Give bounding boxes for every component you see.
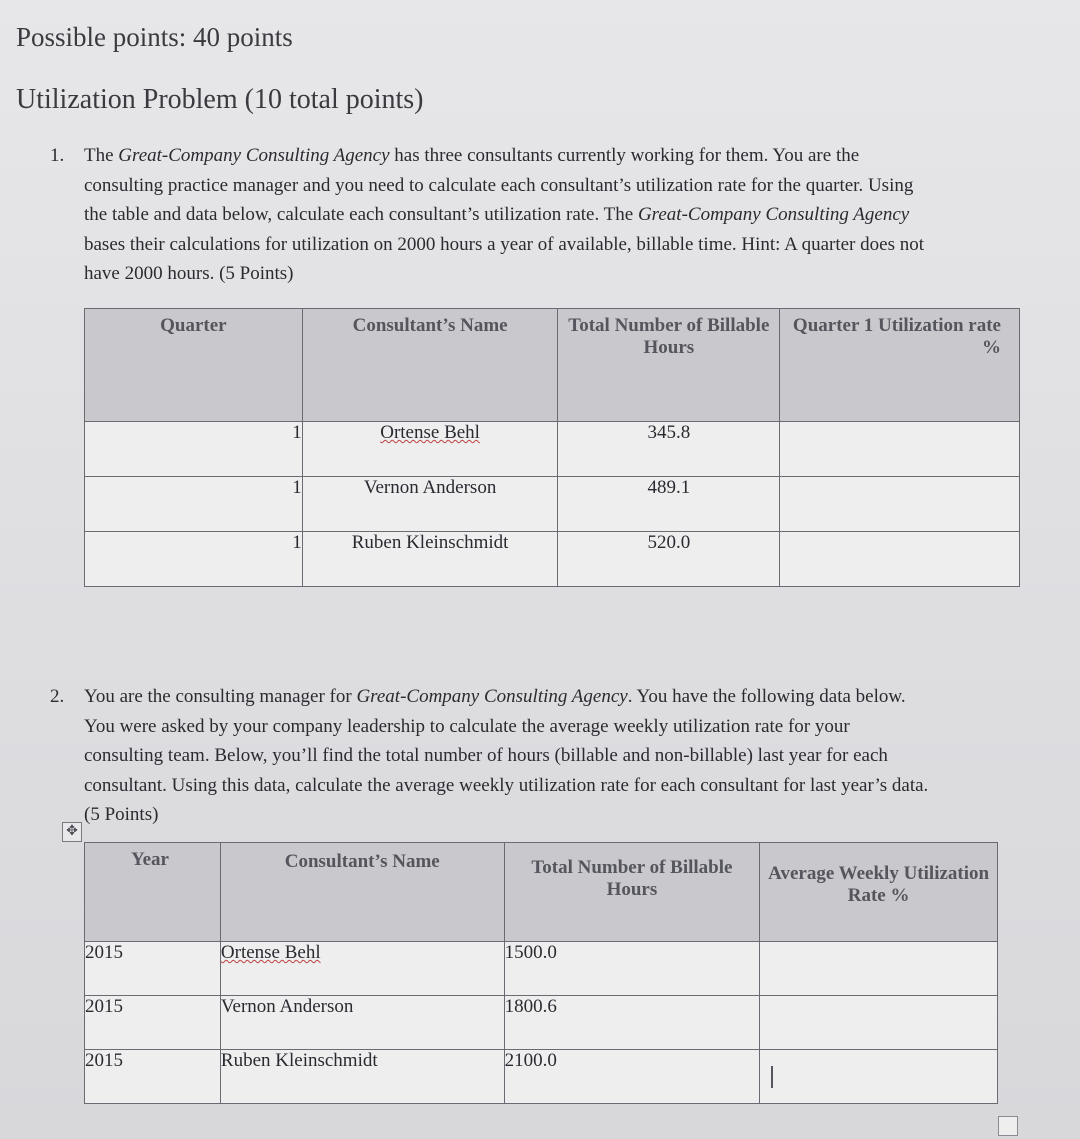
cell-utilization-rate[interactable] [760,1050,998,1104]
cell-billable-hours[interactable]: 520.0 [558,532,780,587]
weekly-utilization-table[interactable] [84,842,998,1104]
consultant-name-text: Ortense Behl [380,422,480,443]
cell-consultant-name[interactable] [220,942,504,996]
cell-consultant-name[interactable] [302,422,558,477]
header-consultant-name: Consultant’s Name [302,309,558,422]
cell-year[interactable]: 2015 [85,1050,221,1104]
question-2-text[interactable] [84,682,930,830]
cell-year[interactable]: 2015 [85,942,221,996]
cell-billable-hours[interactable]: 345.8 [558,422,780,477]
question-2-company: Great-Company Consulting Agency [356,686,628,707]
question-1-company-2: Great-Company Consulting Agency [637,204,910,225]
cell-quarter[interactable]: 1 [85,422,303,477]
header-billable-hours: Total Number of Billable Hours [504,843,760,942]
cell-billable-hours[interactable]: 2100.0 [504,1050,760,1104]
table-row [85,422,1020,477]
table-resize-handle[interactable] [998,1116,1018,1136]
cell-year[interactable]: 2015 [85,996,221,1050]
cell-billable-hours[interactable]: 1800.6 [504,996,760,1050]
table-header-row [85,843,998,942]
text-cursor [771,1066,773,1088]
cell-utilization-rate[interactable] [760,996,998,1050]
cell-consultant-name[interactable]: Ruben Kleinschmidt [220,1050,504,1104]
possible-points: Possible points: 40 points [16,22,293,52]
cell-quarter[interactable]: 1 [85,532,303,587]
question-2-text-a: You are the consulting manager for [84,686,357,707]
header-weekly-utilization-rate: Average Weekly Utilization Rate % [760,843,998,942]
cell-utilization-rate[interactable] [780,422,1020,477]
cell-utilization-rate[interactable] [780,477,1020,532]
question-2-number: 2. [50,686,65,707]
question-1-text-a: The [84,145,119,166]
quarter-utilization-table[interactable] [84,308,1020,587]
question-1-text[interactable] [84,141,930,289]
cell-consultant-name[interactable]: Vernon Anderson [220,996,504,1050]
table-row [85,996,998,1050]
cell-consultant-name[interactable]: Vernon Anderson [302,477,558,532]
cell-consultant-name[interactable]: Ruben Kleinschmidt [302,532,558,587]
question-1-text-b: has three consultants currently working for them. You are the consulting practice manager and you need to calculate each consultant’s utilization rate for the quarter. Using the table and data below, calculate each consultant’s utilization rate. The [84,145,914,225]
table-header-row [85,309,1020,422]
consultant-name-text: Ortense Behl [220,942,321,963]
question-2 [50,682,930,830]
question-1-number: 1. [50,145,65,166]
cell-billable-hours[interactable]: 489.1 [558,477,780,532]
table-row [85,532,1020,587]
header-quarter-utilization-rate: Quarter 1 Utilization rate % [780,309,1020,422]
table-row [85,1050,998,1104]
table-row [85,942,998,996]
question-1 [50,141,930,289]
cell-billable-hours[interactable]: 1500.0 [504,942,760,996]
header-billable-hours: Total Number of Billable Hours [558,309,780,422]
section-title: Utilization Problem (10 total points) [16,84,424,115]
plus-move-icon[interactable]: ✥ [62,822,82,842]
question-1-text-c: bases their calculations for utilization on 2000 hours a year of available, billable time. Hint: A quarter does not have 2000 hours. (5 Points) [84,233,924,284]
header-year: Year [85,843,221,942]
question-1-company: Great-Company Consulting Agency [118,145,390,166]
header-quarter: Quarter [85,309,303,422]
question-2-text-b: . You have the following data below. You were asked by your company leadership to calculate the average weekly utilization rate for your consulting team. Below, you’ll find the total number of hours (billable and non-billable) last year for each consultant. Using this data, calculate the average weekly utilization rate for each consultant for last year’s data. (5 Points) [84,686,929,825]
cell-utilization-rate[interactable] [760,942,998,996]
table-row [85,477,1020,532]
cell-utilization-rate[interactable] [780,532,1020,587]
header-consultant-name: Consultant’s Name [220,843,504,942]
cell-quarter[interactable]: 1 [85,477,303,532]
